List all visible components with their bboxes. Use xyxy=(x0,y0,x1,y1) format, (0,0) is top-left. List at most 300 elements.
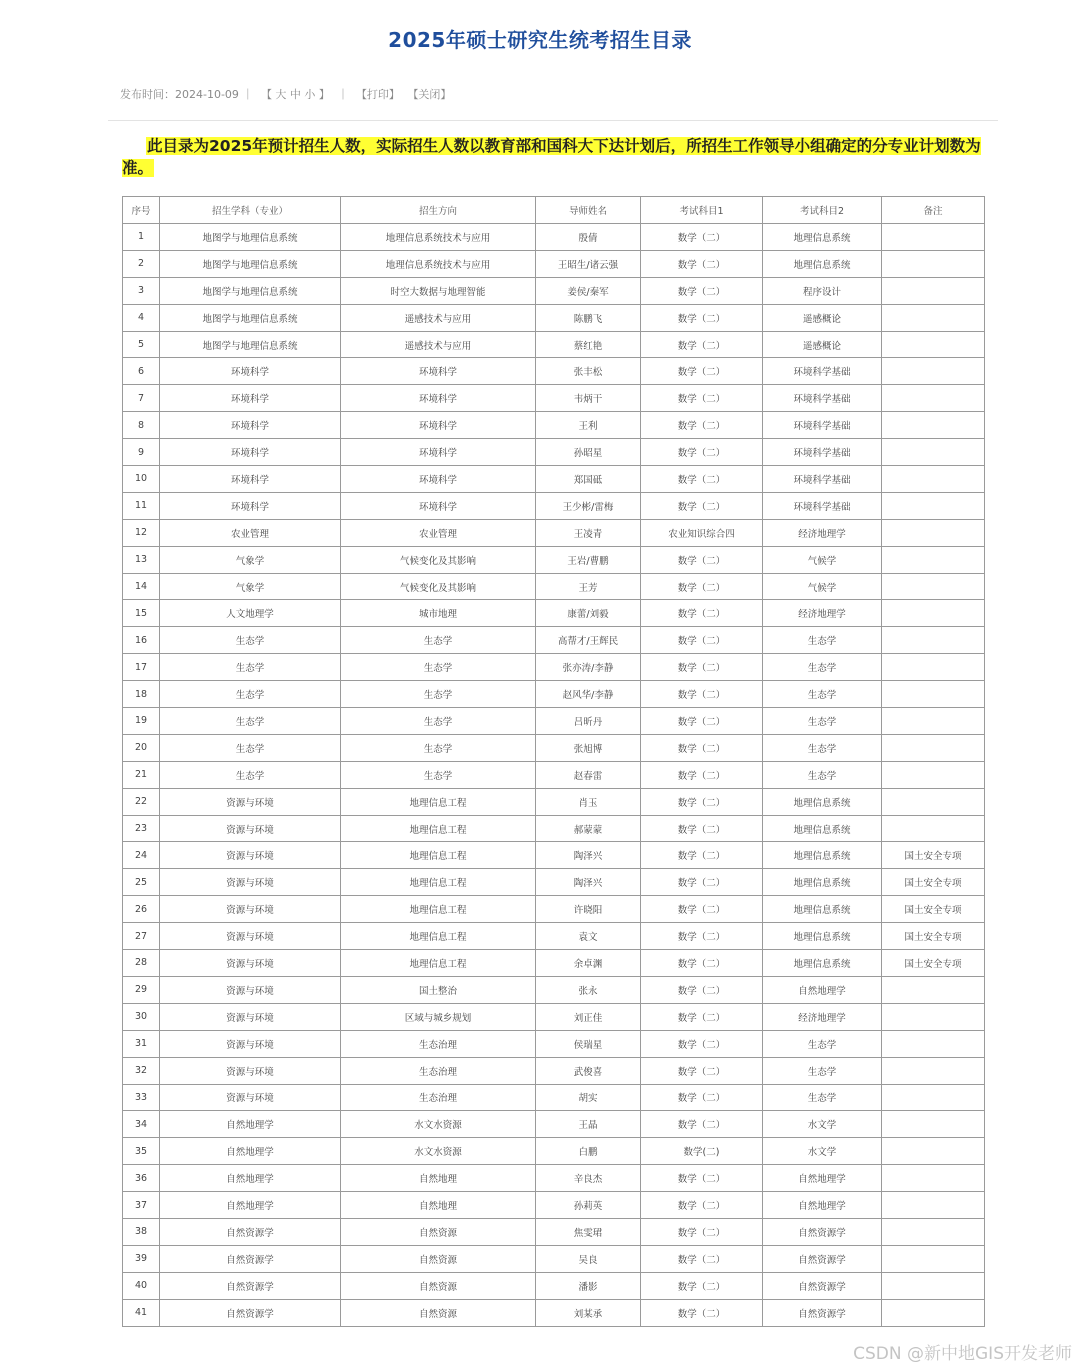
cell-exam-subject-1: 数学（二） xyxy=(641,923,763,950)
cell-discipline: 资源与环境 xyxy=(160,788,341,815)
cell-exam-subject-1: 数学(二) xyxy=(641,1138,763,1165)
cell-index: 27 xyxy=(123,923,160,950)
cell-discipline: 地图学与地理信息系统 xyxy=(160,277,341,304)
cell-discipline: 资源与环境 xyxy=(160,1057,341,1084)
cell-remarks xyxy=(882,1192,985,1219)
table-row xyxy=(123,1272,985,1299)
table-row xyxy=(123,466,985,493)
cell-remarks xyxy=(882,304,985,331)
cell-supervisor: 白鹏 xyxy=(536,1138,641,1165)
cell-remarks xyxy=(882,466,985,493)
cell-supervisor: 刘正佳 xyxy=(536,1003,641,1030)
cell-exam-subject-2: 环境科学基础 xyxy=(763,466,882,493)
cell-discipline: 农业管理 xyxy=(160,519,341,546)
watermark: CSDN @新中地GIS开发老师 xyxy=(853,1344,1072,1364)
cell-index: 23 xyxy=(123,815,160,842)
cell-remarks xyxy=(882,627,985,654)
cell-exam-subject-1: 数学（二） xyxy=(641,358,763,385)
cell-discipline: 资源与环境 xyxy=(160,1003,341,1030)
cell-exam-subject-2: 生态学 xyxy=(763,1084,882,1111)
cell-discipline: 生态学 xyxy=(160,761,341,788)
cell-supervisor: 姜侯/秦军 xyxy=(536,277,641,304)
cell-exam-subject-1: 数学（二） xyxy=(641,1165,763,1192)
cell-exam-subject-2: 自然资源学 xyxy=(763,1245,882,1272)
cell-supervisor: 辛良杰 xyxy=(536,1165,641,1192)
cell-exam-subject-2: 遥感概论 xyxy=(763,304,882,331)
cell-index: 32 xyxy=(123,1057,160,1084)
cell-index: 3 xyxy=(123,277,160,304)
header-exam-subject-2: 考试科目2 xyxy=(763,197,882,224)
cell-exam-subject-1: 数学（二） xyxy=(641,331,763,358)
close-link[interactable]: 【关闭】 xyxy=(407,88,452,101)
header-remarks: 备注 xyxy=(882,197,985,224)
cell-exam-subject-2: 环境科学基础 xyxy=(763,439,882,466)
cell-discipline: 生态学 xyxy=(160,708,341,735)
cell-exam-subject-1: 数学（二） xyxy=(641,842,763,869)
cell-discipline: 自然资源学 xyxy=(160,1218,341,1245)
cell-exam-subject-2: 环境科学基础 xyxy=(763,358,882,385)
cell-exam-subject-2: 气候学 xyxy=(763,546,882,573)
table-row xyxy=(123,950,985,977)
cell-exam-subject-1: 数学（二） xyxy=(641,654,763,681)
cell-remarks xyxy=(882,1138,985,1165)
cell-remarks: 国土安全专项 xyxy=(882,842,985,869)
cell-direction: 时空大数据与地理智能 xyxy=(341,277,536,304)
cell-supervisor: 赵春雷 xyxy=(536,761,641,788)
cell-exam-subject-2: 水文学 xyxy=(763,1111,882,1138)
cell-direction: 国土整治 xyxy=(341,976,536,1003)
table-row xyxy=(123,1003,985,1030)
cell-index: 13 xyxy=(123,546,160,573)
table-body xyxy=(123,224,985,1327)
header-discipline: 招生学科（专业） xyxy=(160,197,341,224)
cell-exam-subject-1: 数学（二） xyxy=(641,681,763,708)
article-meta xyxy=(120,86,455,102)
cell-index: 2 xyxy=(123,250,160,277)
cell-direction: 区域与城乡规划 xyxy=(341,1003,536,1030)
cell-direction: 遥感技术与应用 xyxy=(341,304,536,331)
cell-index: 35 xyxy=(123,1138,160,1165)
cell-exam-subject-1: 数学（二） xyxy=(641,1272,763,1299)
cell-discipline: 资源与环境 xyxy=(160,869,341,896)
cell-direction: 自然资源 xyxy=(341,1272,536,1299)
cell-direction: 生态学 xyxy=(341,734,536,761)
table-header-row xyxy=(123,197,985,224)
cell-remarks xyxy=(882,439,985,466)
cell-discipline: 环境科学 xyxy=(160,412,341,439)
table-row xyxy=(123,439,985,466)
cell-index: 21 xyxy=(123,761,160,788)
table-row xyxy=(123,412,985,439)
cell-remarks xyxy=(882,573,985,600)
cell-direction: 环境科学 xyxy=(341,439,536,466)
cell-remarks xyxy=(882,815,985,842)
cell-index: 7 xyxy=(123,385,160,412)
font-size-controls[interactable]: 【 大 中 小 】 xyxy=(260,88,330,101)
cell-direction: 生态学 xyxy=(341,708,536,735)
table-row xyxy=(123,277,985,304)
cell-exam-subject-1: 数学（二） xyxy=(641,1245,763,1272)
cell-exam-subject-2: 自然资源学 xyxy=(763,1299,882,1326)
cell-index: 16 xyxy=(123,627,160,654)
cell-exam-subject-1: 数学（二） xyxy=(641,1057,763,1084)
cell-remarks xyxy=(882,976,985,1003)
table-row xyxy=(123,546,985,573)
cell-supervisor: 王晶 xyxy=(536,1111,641,1138)
cell-discipline: 环境科学 xyxy=(160,358,341,385)
cell-remarks xyxy=(882,1245,985,1272)
cell-supervisor: 张永 xyxy=(536,976,641,1003)
cell-exam-subject-2: 自然地理学 xyxy=(763,1165,882,1192)
table-row xyxy=(123,869,985,896)
cell-discipline: 环境科学 xyxy=(160,385,341,412)
cell-remarks: 国土安全专项 xyxy=(882,896,985,923)
cell-supervisor: 王岩/曹鹏 xyxy=(536,546,641,573)
cell-supervisor: 韦炳干 xyxy=(536,385,641,412)
cell-exam-subject-2: 生态学 xyxy=(763,708,882,735)
cell-index: 31 xyxy=(123,1030,160,1057)
table-row xyxy=(123,1138,985,1165)
table-row xyxy=(123,708,985,735)
cell-index: 41 xyxy=(123,1299,160,1326)
cell-remarks xyxy=(882,1003,985,1030)
cell-supervisor: 王芳 xyxy=(536,573,641,600)
cell-exam-subject-1: 数学（二） xyxy=(641,896,763,923)
cell-remarks xyxy=(882,1030,985,1057)
cell-remarks xyxy=(882,600,985,627)
cell-exam-subject-2: 地理信息系统 xyxy=(763,923,882,950)
cell-discipline: 资源与环境 xyxy=(160,950,341,977)
cell-supervisor: 袁文 xyxy=(536,923,641,950)
print-link[interactable]: 【打印】 xyxy=(355,88,400,101)
cell-remarks xyxy=(882,519,985,546)
table-row xyxy=(123,1111,985,1138)
cell-discipline: 生态学 xyxy=(160,681,341,708)
table-row xyxy=(123,224,985,251)
cell-supervisor: 郝蒙蒙 xyxy=(536,815,641,842)
cell-supervisor: 胡实 xyxy=(536,1084,641,1111)
cell-exam-subject-2: 地理信息系统 xyxy=(763,896,882,923)
cell-supervisor: 王凌青 xyxy=(536,519,641,546)
cell-index: 33 xyxy=(123,1084,160,1111)
cell-exam-subject-1: 数学（二） xyxy=(641,627,763,654)
cell-discipline: 环境科学 xyxy=(160,492,341,519)
cell-discipline: 环境科学 xyxy=(160,466,341,493)
cell-discipline: 资源与环境 xyxy=(160,1030,341,1057)
cell-direction: 生态治理 xyxy=(341,1084,536,1111)
cell-direction: 生态学 xyxy=(341,627,536,654)
cell-remarks xyxy=(882,734,985,761)
cell-exam-subject-1: 数学（二） xyxy=(641,250,763,277)
cell-index: 39 xyxy=(123,1245,160,1272)
cell-exam-subject-1: 数学（二） xyxy=(641,869,763,896)
cell-remarks xyxy=(882,1084,985,1111)
cell-exam-subject-2: 地理信息系统 xyxy=(763,815,882,842)
cell-discipline: 自然资源学 xyxy=(160,1299,341,1326)
cell-remarks: 国土安全专项 xyxy=(882,869,985,896)
cell-supervisor: 张旭博 xyxy=(536,734,641,761)
cell-direction: 自然地理 xyxy=(341,1192,536,1219)
cell-supervisor: 许晓阳 xyxy=(536,896,641,923)
cell-index: 15 xyxy=(123,600,160,627)
cell-exam-subject-1: 数学（二） xyxy=(641,1192,763,1219)
cell-exam-subject-2: 生态学 xyxy=(763,681,882,708)
cell-exam-subject-1: 数学（二） xyxy=(641,1003,763,1030)
cell-exam-subject-1: 数学（二） xyxy=(641,1030,763,1057)
cell-discipline: 自然地理学 xyxy=(160,1138,341,1165)
cell-discipline: 气象学 xyxy=(160,573,341,600)
cell-exam-subject-2: 经济地理学 xyxy=(763,519,882,546)
cell-exam-subject-1: 数学（二） xyxy=(641,492,763,519)
cell-direction: 地理信息工程 xyxy=(341,896,536,923)
cell-supervisor: 陶泽兴 xyxy=(536,869,641,896)
cell-index: 36 xyxy=(123,1165,160,1192)
cell-index: 40 xyxy=(123,1272,160,1299)
cell-remarks xyxy=(882,761,985,788)
cell-exam-subject-2: 地理信息系统 xyxy=(763,869,882,896)
table-row xyxy=(123,761,985,788)
cell-direction: 地理信息工程 xyxy=(341,842,536,869)
cell-exam-subject-1: 数学（二） xyxy=(641,761,763,788)
cell-supervisor: 殷倩 xyxy=(536,224,641,251)
cell-direction: 气候变化及其影响 xyxy=(341,546,536,573)
highlighted-notice-text: 此目录为2025年预计招生人数，实际招生人数以教育部和国科大下达计划后，所招生工作领导小组确定的分专业计划数为准。 xyxy=(122,137,981,177)
cell-direction: 自然资源 xyxy=(341,1218,536,1245)
cell-discipline: 环境科学 xyxy=(160,439,341,466)
cell-supervisor: 武俊喜 xyxy=(536,1057,641,1084)
cell-exam-subject-1: 数学（二） xyxy=(641,466,763,493)
cell-exam-subject-1: 数学（二） xyxy=(641,439,763,466)
cell-supervisor: 焦雯珺 xyxy=(536,1218,641,1245)
cell-index: 17 xyxy=(123,654,160,681)
cell-exam-subject-2: 生态学 xyxy=(763,654,882,681)
cell-exam-subject-2: 遥感概论 xyxy=(763,331,882,358)
cell-exam-subject-2: 自然资源学 xyxy=(763,1272,882,1299)
header-divider xyxy=(108,120,998,121)
cell-index: 20 xyxy=(123,734,160,761)
cell-discipline: 自然地理学 xyxy=(160,1165,341,1192)
cell-index: 28 xyxy=(123,950,160,977)
table-row xyxy=(123,627,985,654)
cell-exam-subject-1: 数学（二） xyxy=(641,224,763,251)
cell-remarks xyxy=(882,385,985,412)
cell-direction: 环境科学 xyxy=(341,412,536,439)
cell-discipline: 人文地理学 xyxy=(160,600,341,627)
cell-direction: 水文水资源 xyxy=(341,1111,536,1138)
cell-exam-subject-1: 数学（二） xyxy=(641,277,763,304)
cell-exam-subject-1: 数学（二） xyxy=(641,976,763,1003)
cell-supervisor: 王少彬/雷梅 xyxy=(536,492,641,519)
cell-exam-subject-1: 数学（二） xyxy=(641,1084,763,1111)
table-row xyxy=(123,519,985,546)
cell-direction: 地理信息工程 xyxy=(341,815,536,842)
table-row xyxy=(123,600,985,627)
cell-supervisor: 康蕾/刘毅 xyxy=(536,600,641,627)
cell-direction: 自然资源 xyxy=(341,1245,536,1272)
cell-remarks xyxy=(882,1165,985,1192)
table-row xyxy=(123,788,985,815)
cell-index: 38 xyxy=(123,1218,160,1245)
cell-exam-subject-1: 农业知识综合四 xyxy=(641,519,763,546)
cell-remarks xyxy=(882,1299,985,1326)
cell-index: 24 xyxy=(123,842,160,869)
cell-discipline: 气象学 xyxy=(160,546,341,573)
cell-direction: 遥感技术与应用 xyxy=(341,331,536,358)
table-row xyxy=(123,573,985,600)
table-row xyxy=(123,654,985,681)
cell-discipline: 地图学与地理信息系统 xyxy=(160,224,341,251)
cell-index: 4 xyxy=(123,304,160,331)
cell-index: 18 xyxy=(123,681,160,708)
cell-exam-subject-2: 自然地理学 xyxy=(763,976,882,1003)
cell-exam-subject-1: 数学（二） xyxy=(641,815,763,842)
cell-exam-subject-1: 数学（二） xyxy=(641,1299,763,1326)
cell-supervisor: 张丰松 xyxy=(536,358,641,385)
cell-direction: 自然资源 xyxy=(341,1299,536,1326)
cell-direction: 生态学 xyxy=(341,761,536,788)
cell-remarks xyxy=(882,788,985,815)
table-row xyxy=(123,1218,985,1245)
cell-direction: 地理信息系统技术与应用 xyxy=(341,224,536,251)
cell-discipline: 生态学 xyxy=(160,654,341,681)
cell-supervisor: 赵风华/李静 xyxy=(536,681,641,708)
cell-remarks xyxy=(882,358,985,385)
cell-remarks xyxy=(882,546,985,573)
cell-index: 37 xyxy=(123,1192,160,1219)
meta-separator: ｜ xyxy=(337,88,349,101)
table-row xyxy=(123,681,985,708)
cell-remarks xyxy=(882,681,985,708)
cell-index: 26 xyxy=(123,896,160,923)
cell-remarks: 国土安全专项 xyxy=(882,923,985,950)
cell-remarks xyxy=(882,1057,985,1084)
enrollment-notice xyxy=(122,135,982,179)
cell-direction: 环境科学 xyxy=(341,492,536,519)
table-row xyxy=(123,1299,985,1326)
cell-remarks xyxy=(882,1272,985,1299)
cell-supervisor: 孙莉英 xyxy=(536,1192,641,1219)
cell-exam-subject-2: 生态学 xyxy=(763,1057,882,1084)
table-row xyxy=(123,976,985,1003)
cell-exam-subject-2: 环境科学基础 xyxy=(763,385,882,412)
cell-discipline: 资源与环境 xyxy=(160,815,341,842)
cell-discipline: 自然地理学 xyxy=(160,1192,341,1219)
cell-exam-subject-2: 环境科学基础 xyxy=(763,412,882,439)
cell-exam-subject-2: 地理信息系统 xyxy=(763,788,882,815)
cell-direction: 农业管理 xyxy=(341,519,536,546)
cell-remarks xyxy=(882,277,985,304)
cell-index: 14 xyxy=(123,573,160,600)
cell-direction: 生态治理 xyxy=(341,1030,536,1057)
cell-exam-subject-2: 地理信息系统 xyxy=(763,842,882,869)
table-row xyxy=(123,250,985,277)
cell-discipline: 生态学 xyxy=(160,627,341,654)
cell-direction: 气候变化及其影响 xyxy=(341,573,536,600)
cell-direction: 地理信息工程 xyxy=(341,869,536,896)
cell-index: 29 xyxy=(123,976,160,1003)
publish-date: 发布时间：2024-10-09 ｜ xyxy=(120,88,254,101)
table-row xyxy=(123,1245,985,1272)
cell-supervisor: 吕昕丹 xyxy=(536,708,641,735)
cell-exam-subject-1: 数学（二） xyxy=(641,734,763,761)
cell-exam-subject-2: 地理信息系统 xyxy=(763,224,882,251)
cell-remarks xyxy=(882,1111,985,1138)
table-row xyxy=(123,331,985,358)
table-row xyxy=(123,923,985,950)
cell-exam-subject-1: 数学（二） xyxy=(641,573,763,600)
table-row xyxy=(123,385,985,412)
cell-supervisor: 潘影 xyxy=(536,1272,641,1299)
cell-supervisor: 王利 xyxy=(536,412,641,439)
cell-supervisor: 刘某承 xyxy=(536,1299,641,1326)
cell-exam-subject-1: 数学（二） xyxy=(641,412,763,439)
cell-direction: 城市地理 xyxy=(341,600,536,627)
cell-exam-subject-1: 数学（二） xyxy=(641,708,763,735)
cell-index: 12 xyxy=(123,519,160,546)
cell-direction: 环境科学 xyxy=(341,385,536,412)
cell-index: 34 xyxy=(123,1111,160,1138)
cell-discipline: 资源与环境 xyxy=(160,923,341,950)
table-row xyxy=(123,1192,985,1219)
cell-exam-subject-2: 水文学 xyxy=(763,1138,882,1165)
cell-direction: 生态治理 xyxy=(341,1057,536,1084)
cell-supervisor: 蔡红艳 xyxy=(536,331,641,358)
cell-exam-subject-2: 自然地理学 xyxy=(763,1192,882,1219)
cell-direction: 环境科学 xyxy=(341,358,536,385)
cell-exam-subject-2: 环境科学基础 xyxy=(763,492,882,519)
cell-direction: 生态学 xyxy=(341,654,536,681)
cell-discipline: 自然地理学 xyxy=(160,1111,341,1138)
cell-exam-subject-2: 生态学 xyxy=(763,734,882,761)
cell-remarks xyxy=(882,708,985,735)
cell-direction: 生态学 xyxy=(341,681,536,708)
cell-direction: 地理信息工程 xyxy=(341,950,536,977)
cell-exam-subject-1: 数学（二） xyxy=(641,1218,763,1245)
cell-remarks xyxy=(882,492,985,519)
cell-index: 19 xyxy=(123,708,160,735)
cell-exam-subject-1: 数学（二） xyxy=(641,600,763,627)
header-supervisor: 导师姓名 xyxy=(536,197,641,224)
cell-index: 25 xyxy=(123,869,160,896)
cell-direction: 地理信息系统技术与应用 xyxy=(341,250,536,277)
cell-index: 1 xyxy=(123,224,160,251)
cell-supervisor: 侯瑞星 xyxy=(536,1030,641,1057)
cell-exam-subject-2: 气候学 xyxy=(763,573,882,600)
table-row xyxy=(123,842,985,869)
cell-remarks xyxy=(882,331,985,358)
cell-discipline: 自然资源学 xyxy=(160,1272,341,1299)
cell-direction: 环境科学 xyxy=(341,466,536,493)
cell-exam-subject-2: 地理信息系统 xyxy=(763,950,882,977)
cell-direction: 地理信息工程 xyxy=(341,923,536,950)
cell-exam-subject-1: 数学（二） xyxy=(641,1111,763,1138)
table-row xyxy=(123,304,985,331)
cell-supervisor: 余卓渊 xyxy=(536,950,641,977)
cell-supervisor: 郑国砥 xyxy=(536,466,641,493)
table-row xyxy=(123,1084,985,1111)
cell-exam-subject-1: 数学（二） xyxy=(641,385,763,412)
cell-supervisor: 张亦涛/李静 xyxy=(536,654,641,681)
cell-discipline: 地图学与地理信息系统 xyxy=(160,331,341,358)
cell-supervisor: 肖玉 xyxy=(536,788,641,815)
cell-supervisor: 陈鹏飞 xyxy=(536,304,641,331)
cell-discipline: 资源与环境 xyxy=(160,896,341,923)
cell-exam-subject-2: 地理信息系统 xyxy=(763,250,882,277)
cell-index: 5 xyxy=(123,331,160,358)
cell-exam-subject-2: 程序设计 xyxy=(763,277,882,304)
cell-exam-subject-2: 生态学 xyxy=(763,627,882,654)
cell-exam-subject-2: 经济地理学 xyxy=(763,600,882,627)
